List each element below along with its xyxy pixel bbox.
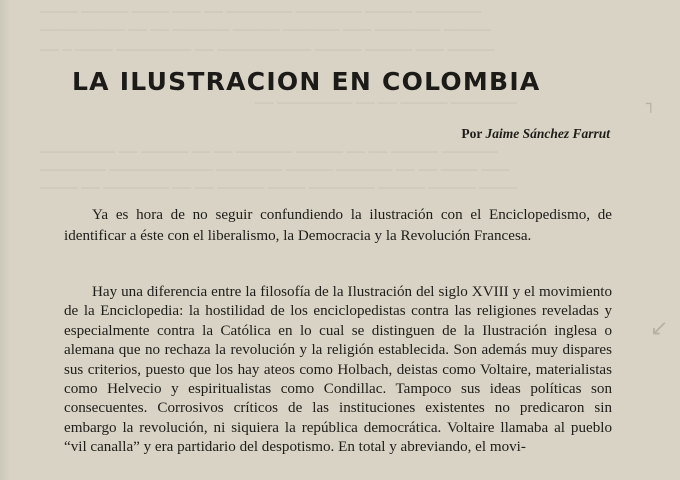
bleed-through-line: ──── ───── ──── ─── ── ─────── ─────── ───── ─────── xyxy=(40,4,482,19)
bleed-through-line: ───────── ── ── ────── ───── ────── ─── ─────── ───── xyxy=(40,22,492,37)
page-edge-shadow xyxy=(0,0,10,480)
bleed-through-line: ──────── ── ───── ── ── ────── ───── ── ── ───── ────── xyxy=(40,144,498,159)
byline-prefix: Por xyxy=(461,126,483,141)
margin-mark: ↙ xyxy=(650,316,669,341)
bleed-through-line: ──── ── ─────── ── ── ───── ──── ─────── ───── ───── ──── xyxy=(40,180,517,195)
bleed-through-line: ── ─ ──── ──────── ── ────────── ───── ───── ─── ───── xyxy=(40,42,495,57)
author-name: Jaime Sánchez Farrut xyxy=(485,126,610,141)
body-paragraph: Hay una diferencia entre la filosofía de la Ilustración del siglo XVIII y el movimiento de la Enciclopedia: la hostilidad de los enciclopedistas contra las religiones reveladas y especialmente contra la Católica en lo cual se distinguen de la Ilustración inglesa o alemana que no rechaza la revolución y la religión establecida. Son además muy dispares sus criterios, puesto que los hay ateos como Holbach, deistas como Voltaire, materialistas como Helvecio y espiritualistas como Condillac. Tampoco sus ideas políticas son consecuentes. Corrosivos críticos de las instituciones existentes no predicaron sin embargo la revolución, ni siquiera la república democrática. Voltaire llamaba al pueblo “vil canalla” y era partidario del despotismo. En total y abreviando, el movi- xyxy=(64,284,612,456)
body-paragraph: Ya es hora de no seguir confundiendo la ilustración con el Enciclopedismo, de identificar a éste con el liberalismo, la Democracia y la Revolución Francesa. xyxy=(64,207,612,244)
article-byline xyxy=(392,125,610,143)
bleed-through-heading: ── ──────── ── ── ───── ─────── xyxy=(255,95,517,110)
margin-mark: ┐ xyxy=(646,94,656,113)
article-title: LA ILUSTRACION EN COLOMBIA xyxy=(72,67,541,96)
bleed-through-line: ─────── ─────────── ─────── ───── ────── ── ── ──── ─── xyxy=(40,162,510,177)
